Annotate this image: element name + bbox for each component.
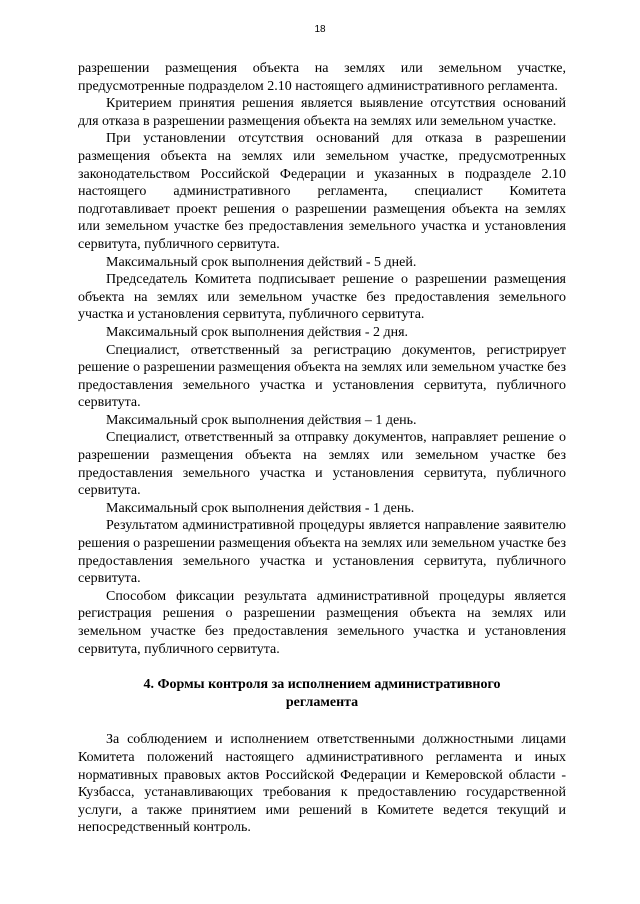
body-paragraph: Максимальный срок выполнения действия - 1 день. (106, 500, 415, 516)
section-heading: 4. Формы контроля за исполнением административного регламента (143, 677, 501, 710)
body-paragraph: При установлении отсутствия оснований для отказа в разрешении размещения объекта на землях или земельном участке, предусмотренных законодательством Российской Федерации и указанных в подразделе 2.10 настоящего административного регламента, специалист Комитета подготавливает проект решения о разрешении размещения объекта на землях или земельном участке без предоставления земельного участка и установления сервитута, публичного сервитута. (78, 131, 566, 252)
page-content (78, 60, 566, 837)
body-paragraph: Критерием принятия решения является выявление отсутствия оснований для отказа в разрешении размещения объекта на землях или земельном участке. (78, 96, 566, 129)
body-paragraphs-after (78, 731, 566, 837)
body-paragraph: Результатом административной процедуры является направление заявителю решения о разрешении размещения объекта на землях или земельном участке без предоставления земельного участка и установления сервитута, публичного сервитута. (78, 518, 566, 587)
body-paragraphs-before (78, 60, 566, 658)
body-paragraph: Председатель Комитета подписывает решение о разрешении размещения объекта на землях или земельном участке без предоставления земельного участка и установления сервитута, публичного сервитута. (78, 272, 566, 323)
body-paragraph: Способом фиксации результата административной процедуры является регистрация решения о разрешении размещения объекта на землях или земельном участке без предоставления земельного участка и установления сервитута, публичного сервитута. (78, 588, 566, 657)
body-paragraph: Максимальный срок выполнения действий - 5 дней. (106, 254, 417, 270)
body-paragraph: За соблюдением и исполнением ответственными должностными лицами Комитета положений настоящего административного регламента и иных нормативных правовых актов Российской Федерации и Кемеровской области - Кузбасса, устанавливающих требования к предоставлению государственной услуги, а также принятием ими решений в Комитете ведется текущий и непосредственный контроль. (78, 732, 566, 836)
body-paragraph: Специалист, ответственный за отправку документов, направляет решение о разрешении размещения объекта на землях или земельном участке без предоставления земельного участка и установления сервитута, публичного сервитута. (78, 430, 566, 499)
body-paragraph: Максимальный срок выполнения действия - 2 дня. (106, 324, 409, 340)
body-paragraph: Максимальный срок выполнения действия – 1 день. (106, 412, 417, 428)
body-paragraph: разрешении размещения объекта на землях или земельном участке, предусмотренные подразделом 2.10 настоящего административного регламента. (78, 61, 566, 94)
page-number: 18 (314, 24, 326, 35)
body-paragraph: Специалист, ответственный за регистрацию документов, регистрирует решение о разрешении размещения объекта на землях или земельном участке без предоставления земельного участка и установления сервитута, публичного сервитута. (78, 342, 566, 411)
